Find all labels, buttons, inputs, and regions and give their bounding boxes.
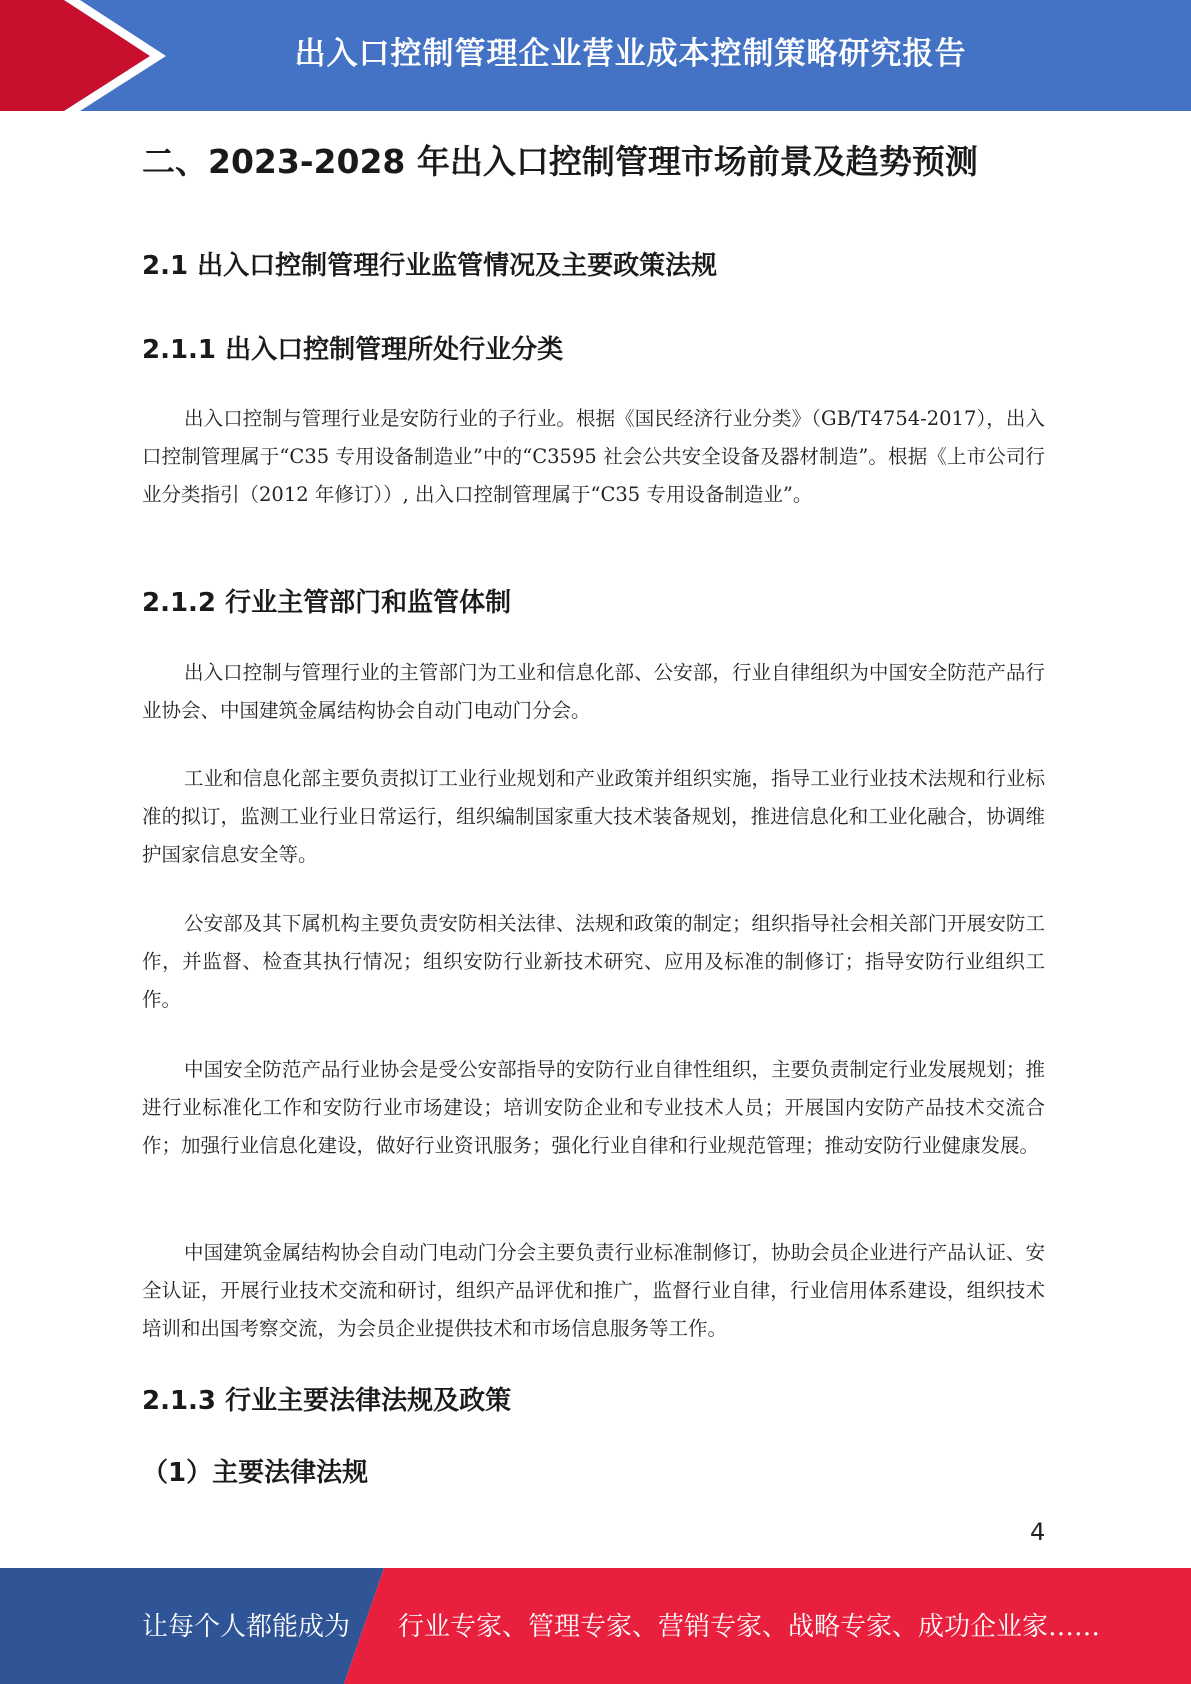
heading-2-1-1: 2.1.1 出入口控制管理所处行业分类: [142, 335, 564, 365]
page-number: 4: [1030, 1518, 1046, 1546]
footer-slogan-left: 让每个人都能成为: [142, 1612, 351, 1642]
section-title: 二、2023-2028 年出入口控制管理市场前景及趋势预测: [142, 142, 978, 181]
header-band: [0, 0, 1191, 111]
paragraph-door-association: 中国建筑金属结构协会自动门电动门分会主要负责行业标准制修订，协助会员企业进行产品认证、安全认证，开展行业技术交流和研讨，组织产品评优和推广，监督行业自律，行业信用体系建设，组织技术培训和出国考察交流，为会员企业提供技术和市场信息服务等工作。: [142, 1241, 1045, 1340]
heading-main-laws: （1）主要法律法规: [142, 1458, 369, 1488]
paragraph-security-association: 中国安全防范产品行业协会是受公安部指导的安防行业自律性组织，主要负责制定行业发展规划；推进行业标准化工作和安防行业市场建设；培训安防企业和专业技术人员；开展国内安防产品技术交流合作；加强行业信息化建设，做好行业资讯服务；强化行业自律和行业规范管理；推动安防行业健康发展。: [142, 1058, 1045, 1157]
heading-2-1: 2.1 出入口控制管理行业监管情况及主要政策法规: [142, 251, 718, 281]
paragraph-miit: 工业和信息化部主要负责拟订工业行业规划和产业政策并组织实施，指导工业行业技术法规和行业标准的拟订，监测工业行业日常运行，组织编制国家重大技术装备规划，推进信息化和工业化融合，协调维护国家信息安全等。: [142, 767, 1045, 866]
footer-band: [0, 1568, 1191, 1684]
heading-2-1-3: 2.1.3 行业主要法律法规及政策: [142, 1386, 512, 1416]
paragraph-regulators: 出入口控制与管理行业的主管部门为工业和信息化部、公安部，行业自律组织为中国安全防范产品行业协会、中国建筑金属结构协会自动门电动门分会。: [142, 661, 1045, 722]
report-title: 出入口控制管理企业营业成本控制策略研究报告: [294, 35, 967, 72]
heading-2-1-2: 2.1.2 行业主管部门和监管体制: [142, 588, 512, 618]
paragraph-public-security: 公安部及其下属机构主要负责安防相关法律、法规和政策的制定；组织指导社会相关部门开展安防工作，并监督、检查其执行情况；组织安防行业新技术研究、应用及标准的制修订；指导安防行业组织工作。: [142, 912, 1045, 1011]
footer-slogan-right: 行业专家、管理专家、营销专家、战略专家、成功企业家……: [398, 1612, 1101, 1642]
paragraph-industry-classification: 出入口控制与管理行业是安防行业的子行业。根据《国民经济行业分类》（GB/T4754-2017），出入口控制管理属于“C35 专用设备制造业”中的“C3595 社会公共安全设备及器材制造”。根据《上市公司行业分类指引（2012 年修订））, 出入口控制管理属于“C35 专用设备制造业”。: [142, 407, 1045, 506]
